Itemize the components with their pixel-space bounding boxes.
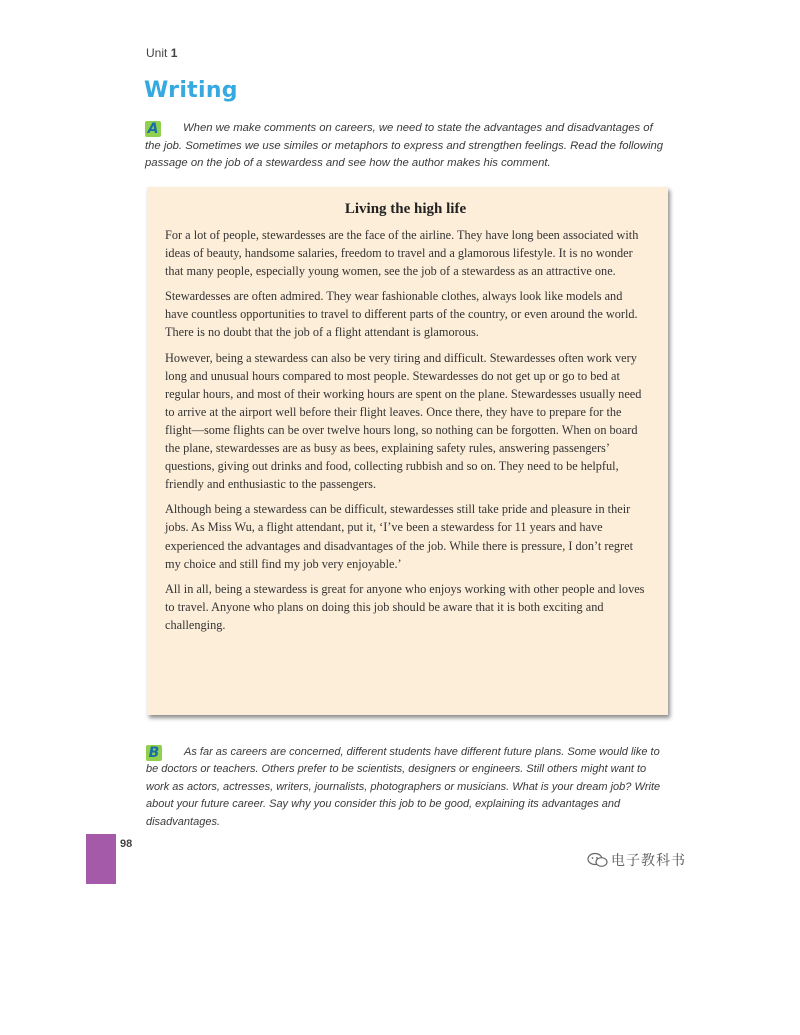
unit-label [146,46,177,60]
section-title: Writing [144,78,238,103]
task-b-instruction: As far as careers are concerned, different students have different future plans. Some would like to be doctors or teachers. Others prefer to be scientists, designers or engineers. Still others might want to work as actors, actresses, writers, journalists, photographers or musicians. What is your dream job? Write about your future career. Say why you consider this job to be good, explaining its advantages and disadvantages. [146,746,661,828]
passage-paragraph-3: However, being a stewardess can also be very tiring and difficult. Stewardesses often work very long and unusual hours compared to most people. Stewardesses do not get up or go to bed at regular hours, and most of their working hours are spent on the plane. Stewardesses usually need to arrive at the airport well before their flight leaves. Once there, they have to prepare for the flight—some flights can be over twelve hours long, so nothing can be forgotten. When on board the plane, stewardesses are as busy as bees, explaining safety rules, answering passengers’ questions, giving out drinks and food, collecting rubbish and so on. They need to be helpful, friendly and enthusiastic to the passengers. [165,350,642,492]
page-number: 98 [120,838,133,850]
passage-paragraph-1: For a lot of people, stewardesses are the face of the airline. They have long been associated with ideas of beauty, handsome salaries, freedom to travel and a glamorous lifestyle. It is no wonder that many people, especially young women, see the job of a stewardess as an attractive one. [165,228,639,279]
task-a-badge: A [145,121,161,137]
watermark-text: 电子教科书 [611,853,686,869]
page-color-tab [86,834,116,884]
passage-paragraph-5: All in all, being a stewardess is great for anyone who enjoys working with other people and loves to travel. Anyone who plans on doing this job should be aware that it is both exciting and challenging. [165,581,645,632]
passage-title: Living the high life [344,201,467,217]
task-a-instruction: When we make comments on careers, we need to state the advantages and disadvantages of the job. Sometimes we use similes or metaphors to express and strengthen feelings. Read the following passage on the job of a stewardess and see how the author makes his comment. [145,122,664,169]
unit-label-text: Unit [146,46,168,60]
passage-paragraph-2: Stewardesses are often admired. They wear fashionable clothes, always look like models and have countless opportunities to travel to different parts of the country, or even around the world. There is no doubt that the job of a flight attendant is glamorous. [165,289,638,340]
task-a-instruction-block [145,120,665,173]
passage-paragraph-4: Although being a stewardess can be difficult, stewardesses still take pride and pleasure in their jobs. As Miss Wu, a flight attendant, put it, ‘I’ve been a stewardess for 11 years and have experienced the advantages and disadvantages of the job. While there is pressure, I don’t regret my choice and still find my job very enjoyable.’ [165,502,634,571]
unit-number: 1 [170,46,178,60]
wechat-icon [587,852,609,868]
reading-passage [147,187,668,715]
task-b-instruction-block [146,744,672,831]
task-b-badge: B [146,745,162,761]
watermark [587,850,686,870]
